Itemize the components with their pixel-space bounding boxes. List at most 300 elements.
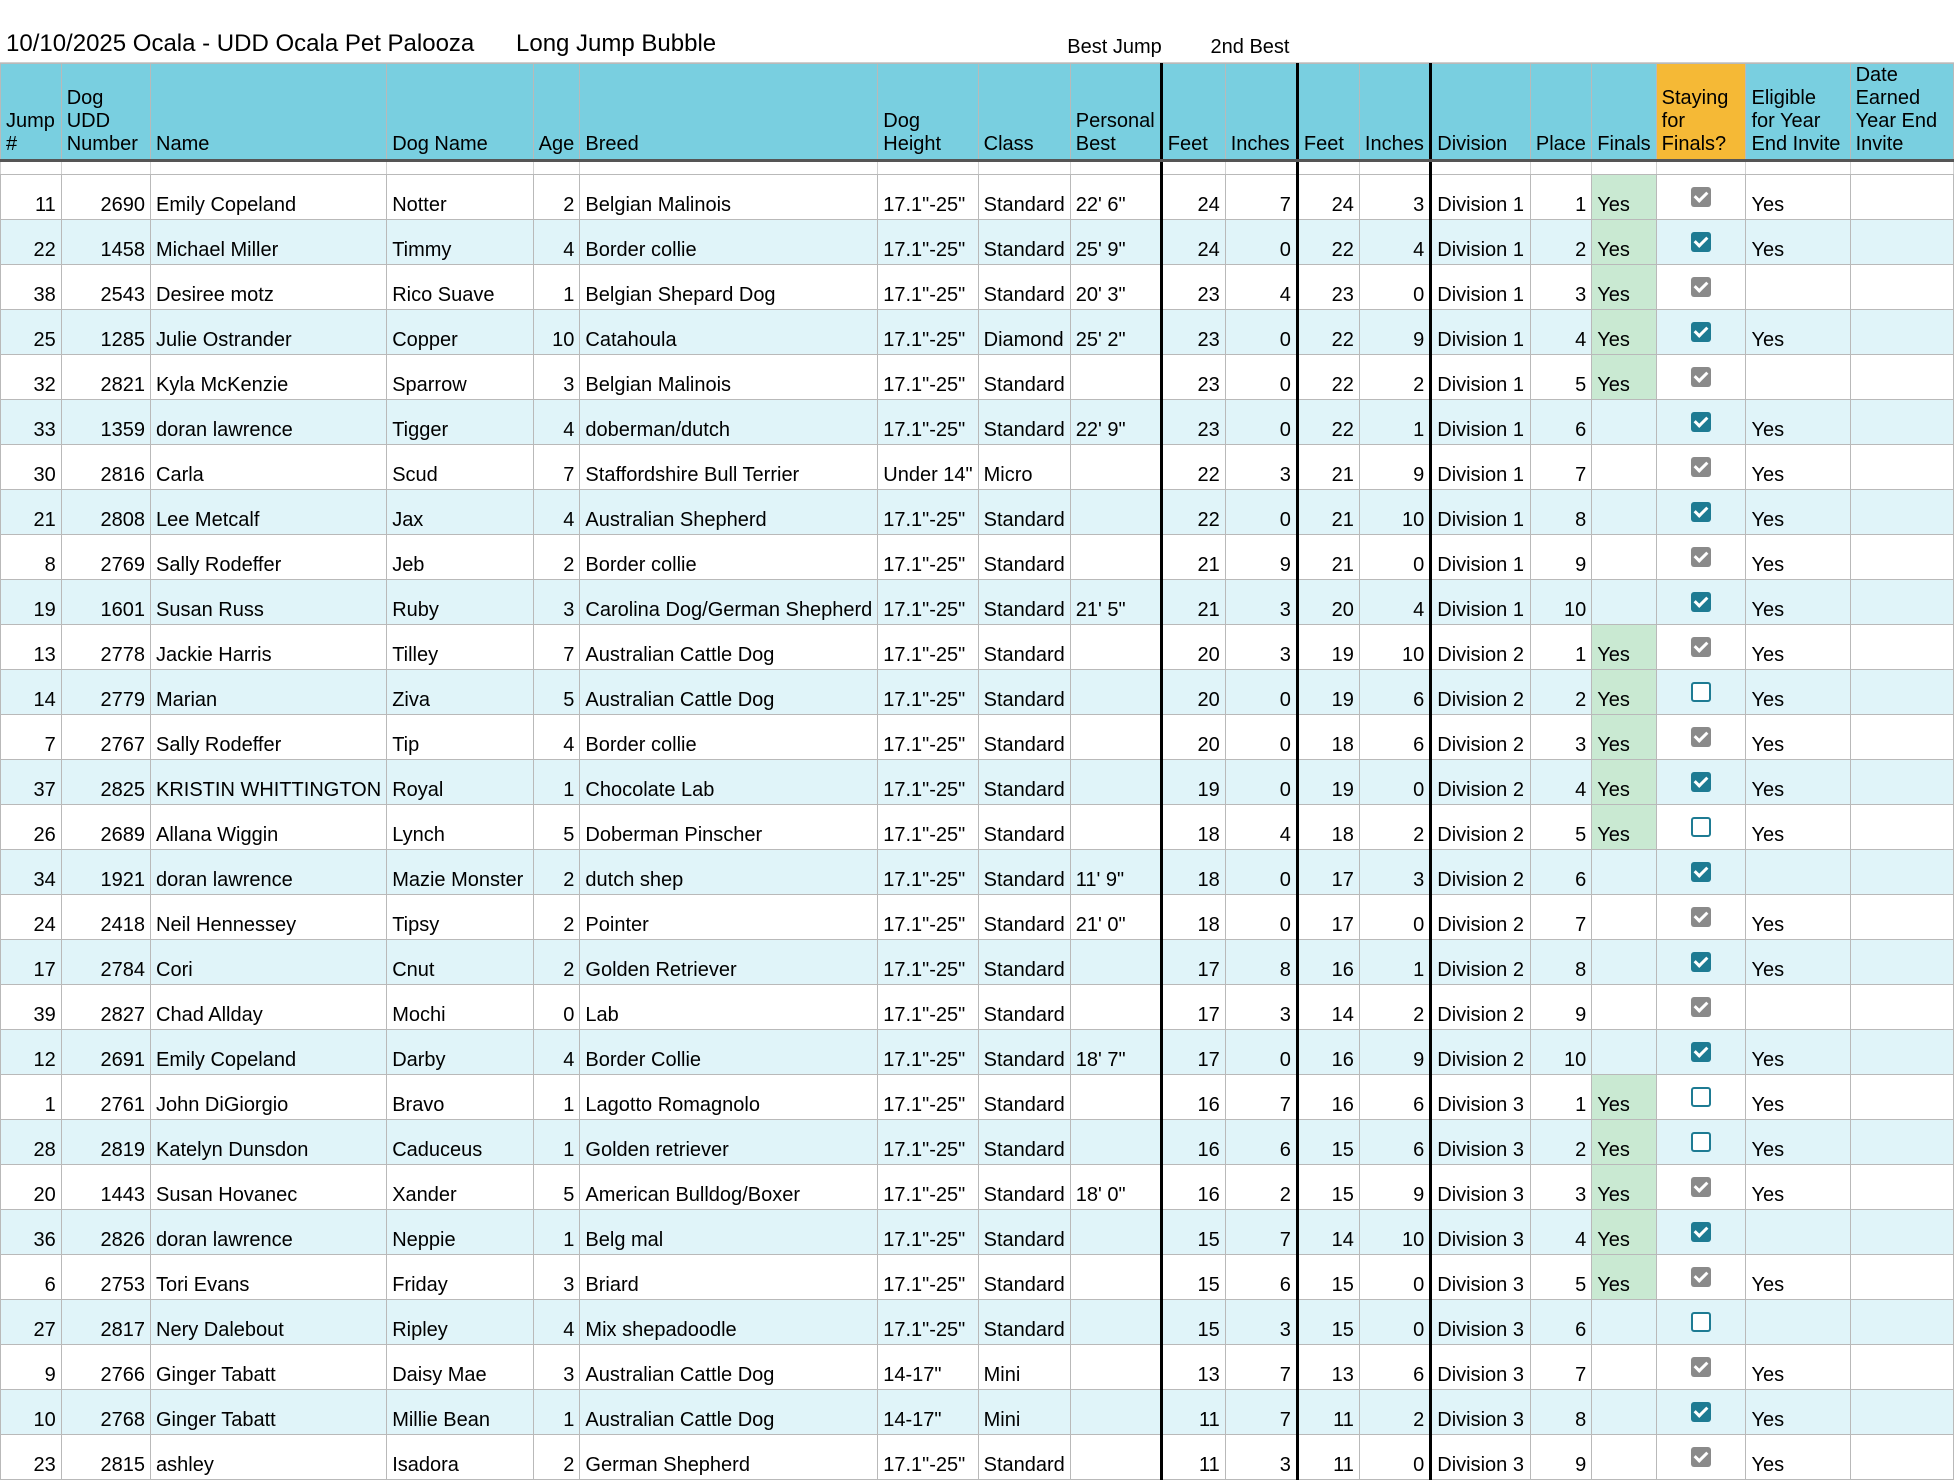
class-cell[interactable]: Standard — [978, 265, 1070, 310]
eligible-cell[interactable]: Yes — [1746, 625, 1850, 670]
checkbox-checked-icon[interactable] — [1691, 322, 1711, 342]
date-earned-cell[interactable] — [1850, 805, 1953, 850]
finals-cell[interactable] — [1592, 490, 1656, 535]
division-cell[interactable]: Division 3 — [1431, 1390, 1531, 1435]
eligible-cell[interactable] — [1746, 985, 1850, 1030]
second-inches-cell[interactable]: 9 — [1359, 310, 1430, 355]
second-feet-cell[interactable]: 14 — [1297, 985, 1359, 1030]
division-cell[interactable]: Division 3 — [1431, 1210, 1531, 1255]
staying-checkbox[interactable] — [1656, 310, 1746, 355]
dog-name-cell[interactable]: Ruby — [387, 580, 533, 625]
best-inches-cell[interactable]: 0 — [1225, 1030, 1297, 1075]
staying-checkbox[interactable] — [1656, 1435, 1746, 1480]
eligible-cell[interactable]: Yes — [1746, 1255, 1850, 1300]
second-inches-cell[interactable]: 0 — [1359, 760, 1430, 805]
height-cell[interactable]: 17.1"-25" — [878, 805, 978, 850]
breed-cell[interactable]: Lab — [580, 985, 878, 1030]
staying-checkbox[interactable] — [1656, 400, 1746, 445]
class-cell[interactable]: Standard — [978, 400, 1070, 445]
best-inches-cell[interactable]: 3 — [1225, 580, 1297, 625]
second-inches-cell[interactable]: 3 — [1359, 850, 1430, 895]
place-cell[interactable]: 3 — [1530, 265, 1591, 310]
personal-best-cell[interactable] — [1070, 625, 1161, 670]
second-feet-cell[interactable]: 22 — [1297, 220, 1359, 265]
finals-cell[interactable] — [1592, 1390, 1656, 1435]
header-division-col[interactable]: Division — [1431, 64, 1531, 161]
breed-cell[interactable]: Golden Retriever — [580, 940, 878, 985]
dog-name-cell[interactable]: Daisy Mae — [387, 1345, 533, 1390]
udd-cell[interactable]: 1285 — [61, 310, 150, 355]
class-cell[interactable]: Standard — [978, 355, 1070, 400]
height-cell[interactable]: 17.1"-25" — [878, 760, 978, 805]
name-cell[interactable]: Susan Russ — [151, 580, 387, 625]
second-feet-cell[interactable]: 17 — [1297, 895, 1359, 940]
breed-cell[interactable]: Belgian Malinois — [580, 175, 878, 220]
second-inches-cell[interactable]: 1 — [1359, 400, 1430, 445]
age-cell[interactable]: 5 — [533, 1165, 580, 1210]
age-cell[interactable]: 2 — [533, 850, 580, 895]
best-inches-cell[interactable]: 0 — [1225, 310, 1297, 355]
place-cell[interactable]: 1 — [1530, 175, 1591, 220]
finals-cell[interactable] — [1592, 850, 1656, 895]
best-feet-cell[interactable]: 11 — [1161, 1390, 1225, 1435]
name-cell[interactable]: Lee Metcalf — [151, 490, 387, 535]
header-height-col[interactable]: Dog Height — [878, 64, 978, 161]
date-earned-cell[interactable] — [1850, 1210, 1953, 1255]
jump-cell[interactable]: 13 — [1, 625, 62, 670]
class-cell[interactable]: Standard — [978, 1120, 1070, 1165]
division-cell[interactable]: Division 2 — [1431, 940, 1531, 985]
second-best-label[interactable]: 2nd Best — [1210, 36, 1290, 58]
jump-cell[interactable]: 7 — [1, 715, 62, 760]
date-earned-cell[interactable] — [1850, 895, 1953, 940]
height-cell[interactable]: 17.1"-25" — [878, 265, 978, 310]
staying-checkbox[interactable] — [1656, 850, 1746, 895]
personal-best-cell[interactable] — [1070, 985, 1161, 1030]
place-cell[interactable]: 2 — [1530, 220, 1591, 265]
name-cell[interactable]: Sally Rodeffer — [151, 535, 387, 580]
staying-checkbox[interactable] — [1656, 895, 1746, 940]
class-cell[interactable]: Standard — [978, 175, 1070, 220]
header-second-feet-col[interactable]: Feet — [1297, 64, 1359, 161]
class-cell[interactable]: Standard — [978, 715, 1070, 760]
event-type[interactable]: Long Jump Bubble — [516, 30, 717, 57]
second-inches-cell[interactable]: 0 — [1359, 535, 1430, 580]
class-cell[interactable]: Standard — [978, 490, 1070, 535]
best-feet-cell[interactable]: 23 — [1161, 355, 1225, 400]
height-cell[interactable]: 17.1"-25" — [878, 1435, 978, 1480]
second-feet-cell[interactable]: 21 — [1297, 535, 1359, 580]
second-feet-cell[interactable]: 21 — [1297, 490, 1359, 535]
staying-checkbox[interactable] — [1656, 1255, 1746, 1300]
dog-name-cell[interactable]: Cnut — [387, 940, 533, 985]
age-cell[interactable]: 7 — [533, 625, 580, 670]
best-inches-cell[interactable]: 0 — [1225, 715, 1297, 760]
name-cell[interactable]: Desiree motz — [151, 265, 387, 310]
class-cell[interactable]: Standard — [978, 805, 1070, 850]
class-cell[interactable]: Mini — [978, 1390, 1070, 1435]
place-cell[interactable]: 9 — [1530, 1435, 1591, 1480]
dog-name-cell[interactable]: Scud — [387, 445, 533, 490]
udd-cell[interactable]: 1359 — [61, 400, 150, 445]
height-cell[interactable]: 17.1"-25" — [878, 1120, 978, 1165]
name-cell[interactable]: Marian — [151, 670, 387, 715]
class-cell[interactable]: Standard — [978, 895, 1070, 940]
breed-cell[interactable]: Staffordshire Bull Terrier — [580, 445, 878, 490]
personal-best-cell[interactable]: 25' 2" — [1070, 310, 1161, 355]
checkbox-checked-icon[interactable] — [1691, 772, 1711, 792]
dog-name-cell[interactable]: Friday — [387, 1255, 533, 1300]
jump-cell[interactable]: 14 — [1, 670, 62, 715]
udd-cell[interactable]: 2689 — [61, 805, 150, 850]
second-feet-cell[interactable]: 15 — [1297, 1300, 1359, 1345]
header-eligible-col[interactable]: Eligible for Year End Invite — [1746, 64, 1850, 161]
class-cell[interactable]: Diamond — [978, 310, 1070, 355]
dog-name-cell[interactable]: Copper — [387, 310, 533, 355]
eligible-cell[interactable]: Yes — [1746, 1030, 1850, 1075]
udd-cell[interactable]: 2821 — [61, 355, 150, 400]
age-cell[interactable]: 1 — [533, 1390, 580, 1435]
second-feet-cell[interactable]: 13 — [1297, 1345, 1359, 1390]
name-cell[interactable]: Allana Wiggin — [151, 805, 387, 850]
place-cell[interactable]: 6 — [1530, 1300, 1591, 1345]
age-cell[interactable]: 1 — [533, 1075, 580, 1120]
place-cell[interactable]: 5 — [1530, 805, 1591, 850]
place-cell[interactable]: 3 — [1530, 1165, 1591, 1210]
name-cell[interactable]: Susan Hovanec — [151, 1165, 387, 1210]
class-cell[interactable]: Standard — [978, 1255, 1070, 1300]
date-earned-cell[interactable] — [1850, 1255, 1953, 1300]
finals-cell[interactable]: Yes — [1592, 175, 1656, 220]
breed-cell[interactable]: Australian Cattle Dog — [580, 1390, 878, 1435]
udd-cell[interactable]: 1458 — [61, 220, 150, 265]
header-breed-col[interactable]: Breed — [580, 64, 878, 161]
eligible-cell[interactable]: Yes — [1746, 1075, 1850, 1120]
udd-cell[interactable]: 2825 — [61, 760, 150, 805]
personal-best-cell[interactable] — [1070, 715, 1161, 760]
division-cell[interactable]: Division 2 — [1431, 850, 1531, 895]
best-inches-cell[interactable]: 0 — [1225, 850, 1297, 895]
personal-best-cell[interactable] — [1070, 1345, 1161, 1390]
height-cell[interactable]: 14-17" — [878, 1390, 978, 1435]
height-cell[interactable]: Under 14" — [878, 445, 978, 490]
division-cell[interactable]: Division 1 — [1431, 445, 1531, 490]
personal-best-cell[interactable]: 18' 7" — [1070, 1030, 1161, 1075]
udd-cell[interactable]: 2779 — [61, 670, 150, 715]
place-cell[interactable]: 7 — [1530, 895, 1591, 940]
place-cell[interactable]: 2 — [1530, 1120, 1591, 1165]
staying-checkbox[interactable] — [1656, 445, 1746, 490]
height-cell[interactable]: 14-17" — [878, 1345, 978, 1390]
place-cell[interactable]: 8 — [1530, 1390, 1591, 1435]
best-feet-cell[interactable]: 15 — [1161, 1300, 1225, 1345]
eligible-cell[interactable]: Yes — [1746, 310, 1850, 355]
jump-cell[interactable]: 25 — [1, 310, 62, 355]
staying-checkbox[interactable] — [1656, 625, 1746, 670]
place-cell[interactable]: 5 — [1530, 1255, 1591, 1300]
name-cell[interactable]: Tori Evans — [151, 1255, 387, 1300]
eligible-cell[interactable]: Yes — [1746, 670, 1850, 715]
division-cell[interactable]: Division 1 — [1431, 400, 1531, 445]
dog-name-cell[interactable]: Sparrow — [387, 355, 533, 400]
staying-checkbox[interactable] — [1656, 535, 1746, 580]
staying-checkbox[interactable] — [1656, 985, 1746, 1030]
udd-cell[interactable]: 2819 — [61, 1120, 150, 1165]
finals-cell[interactable]: Yes — [1592, 265, 1656, 310]
personal-best-cell[interactable]: 20' 3" — [1070, 265, 1161, 310]
jump-cell[interactable]: 6 — [1, 1255, 62, 1300]
date-earned-cell[interactable] — [1850, 1165, 1953, 1210]
staying-checkbox[interactable] — [1656, 265, 1746, 310]
udd-cell[interactable]: 2690 — [61, 175, 150, 220]
finals-cell[interactable]: Yes — [1592, 670, 1656, 715]
best-feet-cell[interactable]: 24 — [1161, 220, 1225, 265]
class-cell[interactable]: Standard — [978, 580, 1070, 625]
height-cell[interactable]: 17.1"-25" — [878, 850, 978, 895]
udd-cell[interactable]: 1921 — [61, 850, 150, 895]
personal-best-cell[interactable]: 11' 9" — [1070, 850, 1161, 895]
best-inches-cell[interactable]: 3 — [1225, 445, 1297, 490]
height-cell[interactable]: 17.1"-25" — [878, 490, 978, 535]
eligible-cell[interactable]: Yes — [1746, 490, 1850, 535]
date-earned-cell[interactable] — [1850, 1120, 1953, 1165]
breed-cell[interactable]: Border collie — [580, 715, 878, 760]
age-cell[interactable]: 4 — [533, 1030, 580, 1075]
eligible-cell[interactable]: Yes — [1746, 895, 1850, 940]
dog-name-cell[interactable]: Mazie Monster — [387, 850, 533, 895]
place-cell[interactable]: 9 — [1530, 535, 1591, 580]
age-cell[interactable]: 0 — [533, 985, 580, 1030]
jump-cell[interactable]: 21 — [1, 490, 62, 535]
second-inches-cell[interactable]: 4 — [1359, 220, 1430, 265]
dog-name-cell[interactable]: Timmy — [387, 220, 533, 265]
class-cell[interactable]: Standard — [978, 1210, 1070, 1255]
udd-cell[interactable]: 2778 — [61, 625, 150, 670]
udd-cell[interactable]: 2769 — [61, 535, 150, 580]
age-cell[interactable]: 5 — [533, 670, 580, 715]
udd-cell[interactable]: 1601 — [61, 580, 150, 625]
breed-cell[interactable]: Belgian Shepard Dog — [580, 265, 878, 310]
second-feet-cell[interactable]: 16 — [1297, 940, 1359, 985]
breed-cell[interactable]: doberman/dutch — [580, 400, 878, 445]
eligible-cell[interactable]: Yes — [1746, 1390, 1850, 1435]
best-inches-cell[interactable]: 9 — [1225, 535, 1297, 580]
best-inches-cell[interactable]: 3 — [1225, 985, 1297, 1030]
checkbox-checked-icon[interactable] — [1691, 907, 1711, 927]
age-cell[interactable]: 4 — [533, 220, 580, 265]
place-cell[interactable]: 7 — [1530, 1345, 1591, 1390]
date-earned-cell[interactable] — [1850, 670, 1953, 715]
header-date-earned-col[interactable]: Date Earned Year End Invite — [1850, 64, 1953, 161]
personal-best-cell[interactable] — [1070, 445, 1161, 490]
eligible-cell[interactable] — [1746, 850, 1850, 895]
height-cell[interactable]: 17.1"-25" — [878, 175, 978, 220]
udd-cell[interactable]: 2766 — [61, 1345, 150, 1390]
udd-cell[interactable]: 2784 — [61, 940, 150, 985]
jump-cell[interactable]: 24 — [1, 895, 62, 940]
name-cell[interactable]: doran lawrence — [151, 1210, 387, 1255]
age-cell[interactable]: 1 — [533, 1120, 580, 1165]
best-feet-cell[interactable]: 21 — [1161, 580, 1225, 625]
second-inches-cell[interactable]: 9 — [1359, 1030, 1430, 1075]
personal-best-cell[interactable] — [1070, 805, 1161, 850]
finals-cell[interactable] — [1592, 1030, 1656, 1075]
division-cell[interactable]: Division 2 — [1431, 670, 1531, 715]
checkbox-checked-icon[interactable] — [1691, 952, 1711, 972]
header-name-col[interactable]: Name — [151, 64, 387, 161]
division-cell[interactable]: Division 2 — [1431, 805, 1531, 850]
udd-cell[interactable]: 2815 — [61, 1435, 150, 1480]
best-inches-cell[interactable]: 0 — [1225, 490, 1297, 535]
checkbox-checked-icon[interactable] — [1691, 1357, 1711, 1377]
age-cell[interactable]: 3 — [533, 580, 580, 625]
place-cell[interactable]: 10 — [1530, 580, 1591, 625]
second-feet-cell[interactable]: 16 — [1297, 1030, 1359, 1075]
staying-checkbox[interactable] — [1656, 1030, 1746, 1075]
second-feet-cell[interactable]: 18 — [1297, 715, 1359, 760]
age-cell[interactable]: 1 — [533, 265, 580, 310]
personal-best-cell[interactable]: 21' 5" — [1070, 580, 1161, 625]
eligible-cell[interactable]: Yes — [1746, 715, 1850, 760]
personal-best-cell[interactable]: 21' 0" — [1070, 895, 1161, 940]
second-feet-cell[interactable]: 15 — [1297, 1165, 1359, 1210]
checkbox-checked-icon[interactable] — [1691, 862, 1711, 882]
best-inches-cell[interactable]: 3 — [1225, 1300, 1297, 1345]
jump-cell[interactable]: 8 — [1, 535, 62, 580]
staying-checkbox[interactable] — [1656, 1300, 1746, 1345]
jump-cell[interactable]: 36 — [1, 1210, 62, 1255]
staying-checkbox[interactable] — [1656, 1165, 1746, 1210]
age-cell[interactable]: 4 — [533, 490, 580, 535]
staying-checkbox[interactable] — [1656, 1390, 1746, 1435]
best-inches-cell[interactable]: 6 — [1225, 1255, 1297, 1300]
second-inches-cell[interactable]: 10 — [1359, 1210, 1430, 1255]
best-feet-cell[interactable]: 11 — [1161, 1435, 1225, 1480]
header-dog-name-col[interactable]: Dog Name — [387, 64, 533, 161]
personal-best-cell[interactable] — [1070, 1210, 1161, 1255]
checkbox-checked-icon[interactable] — [1691, 277, 1711, 297]
eligible-cell[interactable]: Yes — [1746, 1345, 1850, 1390]
eligible-cell[interactable] — [1746, 355, 1850, 400]
udd-cell[interactable]: 2816 — [61, 445, 150, 490]
division-cell[interactable]: Division 3 — [1431, 1075, 1531, 1120]
best-inches-cell[interactable]: 0 — [1225, 220, 1297, 265]
place-cell[interactable]: 6 — [1530, 400, 1591, 445]
date-earned-cell[interactable] — [1850, 400, 1953, 445]
checkbox-checked-icon[interactable] — [1691, 1447, 1711, 1467]
best-inches-cell[interactable]: 7 — [1225, 1075, 1297, 1120]
best-feet-cell[interactable]: 18 — [1161, 850, 1225, 895]
division-cell[interactable]: Division 3 — [1431, 1345, 1531, 1390]
best-inches-cell[interactable]: 7 — [1225, 175, 1297, 220]
name-cell[interactable]: Chad Allday — [151, 985, 387, 1030]
dog-name-cell[interactable]: Millie Bean — [387, 1390, 533, 1435]
place-cell[interactable]: 8 — [1530, 490, 1591, 535]
finals-cell[interactable] — [1592, 1435, 1656, 1480]
second-feet-cell[interactable]: 11 — [1297, 1390, 1359, 1435]
name-cell[interactable]: Sally Rodeffer — [151, 715, 387, 760]
dog-name-cell[interactable]: Darby — [387, 1030, 533, 1075]
date-earned-cell[interactable] — [1850, 1075, 1953, 1120]
class-cell[interactable]: Standard — [978, 1435, 1070, 1480]
name-cell[interactable]: doran lawrence — [151, 400, 387, 445]
breed-cell[interactable]: Doberman Pinscher — [580, 805, 878, 850]
best-feet-cell[interactable]: 18 — [1161, 895, 1225, 940]
jump-cell[interactable]: 30 — [1, 445, 62, 490]
class-cell[interactable]: Standard — [978, 670, 1070, 715]
height-cell[interactable]: 17.1"-25" — [878, 310, 978, 355]
jump-cell[interactable]: 27 — [1, 1300, 62, 1345]
finals-cell[interactable]: Yes — [1592, 310, 1656, 355]
finals-cell[interactable]: Yes — [1592, 1120, 1656, 1165]
height-cell[interactable]: 17.1"-25" — [878, 580, 978, 625]
division-cell[interactable]: Division 2 — [1431, 760, 1531, 805]
finals-cell[interactable]: Yes — [1592, 760, 1656, 805]
udd-cell[interactable]: 2826 — [61, 1210, 150, 1255]
age-cell[interactable]: 4 — [533, 715, 580, 760]
breed-cell[interactable]: Australian Shepherd — [580, 490, 878, 535]
second-feet-cell[interactable]: 22 — [1297, 310, 1359, 355]
staying-checkbox[interactable] — [1656, 220, 1746, 265]
finals-cell[interactable] — [1592, 580, 1656, 625]
eligible-cell[interactable]: Yes — [1746, 400, 1850, 445]
header-age-col[interactable]: Age — [533, 64, 580, 161]
eligible-cell[interactable]: Yes — [1746, 535, 1850, 580]
date-earned-cell[interactable] — [1850, 1030, 1953, 1075]
second-inches-cell[interactable]: 0 — [1359, 1300, 1430, 1345]
name-cell[interactable]: Kyla McKenzie — [151, 355, 387, 400]
staying-checkbox[interactable] — [1656, 490, 1746, 535]
second-feet-cell[interactable]: 15 — [1297, 1120, 1359, 1165]
udd-cell[interactable]: 2753 — [61, 1255, 150, 1300]
staying-checkbox[interactable] — [1656, 175, 1746, 220]
second-feet-cell[interactable]: 16 — [1297, 1075, 1359, 1120]
height-cell[interactable]: 17.1"-25" — [878, 895, 978, 940]
division-cell[interactable]: Division 3 — [1431, 1435, 1531, 1480]
second-inches-cell[interactable]: 10 — [1359, 625, 1430, 670]
name-cell[interactable]: Julie Ostrander — [151, 310, 387, 355]
breed-cell[interactable]: Border collie — [580, 220, 878, 265]
event-title[interactable]: 10/10/2025 Ocala - UDD Ocala Pet Palooza — [6, 30, 475, 57]
second-feet-cell[interactable]: 17 — [1297, 850, 1359, 895]
second-inches-cell[interactable]: 9 — [1359, 1165, 1430, 1210]
finals-cell[interactable] — [1592, 1300, 1656, 1345]
finals-cell[interactable] — [1592, 985, 1656, 1030]
name-cell[interactable]: Carla — [151, 445, 387, 490]
second-inches-cell[interactable]: 6 — [1359, 1345, 1430, 1390]
best-feet-cell[interactable]: 17 — [1161, 1030, 1225, 1075]
jump-cell[interactable]: 12 — [1, 1030, 62, 1075]
breed-cell[interactable]: Border collie — [580, 535, 878, 580]
udd-cell[interactable]: 2768 — [61, 1390, 150, 1435]
udd-cell[interactable]: 2817 — [61, 1300, 150, 1345]
class-cell[interactable]: Standard — [978, 850, 1070, 895]
personal-best-cell[interactable] — [1070, 355, 1161, 400]
udd-cell[interactable]: 1443 — [61, 1165, 150, 1210]
dog-name-cell[interactable]: Caduceus — [387, 1120, 533, 1165]
header-class-col[interactable]: Class — [978, 64, 1070, 161]
finals-cell[interactable] — [1592, 1345, 1656, 1390]
height-cell[interactable]: 17.1"-25" — [878, 1255, 978, 1300]
jump-cell[interactable]: 39 — [1, 985, 62, 1030]
best-feet-cell[interactable]: 18 — [1161, 805, 1225, 850]
age-cell[interactable]: 1 — [533, 760, 580, 805]
age-cell[interactable]: 7 — [533, 445, 580, 490]
division-cell[interactable]: Division 2 — [1431, 625, 1531, 670]
class-cell[interactable]: Standard — [978, 625, 1070, 670]
best-inches-cell[interactable]: 4 — [1225, 805, 1297, 850]
second-feet-cell[interactable]: 19 — [1297, 625, 1359, 670]
